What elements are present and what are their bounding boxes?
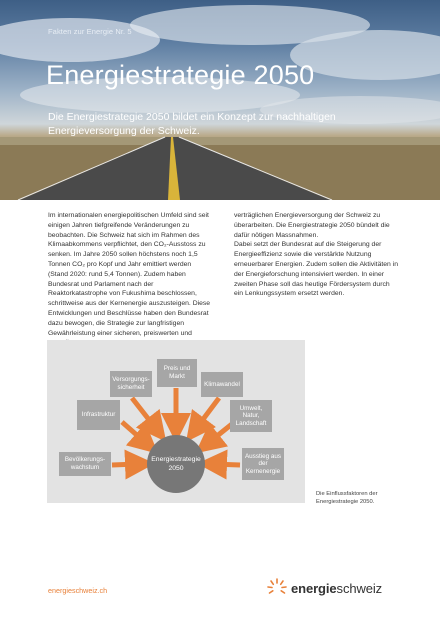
factor-versorgungssicherheit: Versorgungs-sicherheit [110,371,152,397]
energieschweiz-logo [267,578,382,598]
body-text [48,211,398,348]
arrow-umwelt [207,424,232,444]
center-label-line2: 2050 [168,465,184,472]
page-title: Energiestrategie 2050 [46,60,315,90]
diagram-caption: Die Einflussfaktoren der Energiestrategie 2050. [316,491,378,505]
paragraph: Im internationalen energiepolitischen Umfeld sind seit einigen Jahren tiefgreifende Veränderungen zu beobachten. Die Schweiz hat sich im Rahmen des Klimaabkommens verpflichtet, den CO₂-Ausstoss zu senken. Im Jahre 2050 sollen höchstens noch 1,5 Tonnen CO₂ pro Kopf und Jahr emittiert werden (Stand 2020: rund 5,4 Tonnen). Zudem haben Bundesrat und Parlament nach der Reaktorkatastrophe von Fukushima beschlossen, schrittweise aus der Kernenergie auszusteigen. Diese Entwicklungen und Beschlüsse haben den Bundesrat dazu bewogen, die Strategie zur langfristigen Gewährleistung einer sicheren, preiswerten und [48,212,211,337]
factor-bevoelkerungswachstum: Bevölkerungs-wachstum [59,452,111,476]
factor-umwelt-natur-landschaft: Umwelt, Natur, Landschaft [230,400,272,432]
series-label: Fakten zur Energie Nr. 5 [48,27,132,36]
arrow-ausstieg [212,464,240,465]
factor-ausstieg-kernenergie: Ausstieg aus der Kernenergie [242,448,284,480]
arrow-bevoelkerung [112,464,140,465]
factor-infrastruktur: Infrastruktur [77,400,120,430]
footer-url[interactable]: energieschweiz.ch [48,586,108,595]
logo-wordmark [291,581,382,596]
arrow-versorgung [132,398,157,430]
logo-regular: schweiz [336,580,383,596]
factor-preis-und-markt: Preis und Markt [157,359,197,387]
body-column-right [234,211,398,348]
paragraph: verträglichen Energieversorgung der Schweiz zu überarbeiten. Die Energiestrategie 2050 bündelt die dafür nötigen Massnahmen. [234,212,390,239]
page-subtitle: Die Energiestrategie 2050 bildet ein Konzept zur nachhaltigen Energieversorgung der Schweiz. [48,111,336,137]
logo-sunburst-icon [267,578,287,598]
arrow-klima [195,398,219,430]
factor-klimawandel: Klimawandel [201,372,243,397]
body-column-left [48,211,212,348]
arrow-infra [122,422,147,444]
paragraph: Dabei setzt der Bundesrat auf die Steigerung der Energieeffizienz sowie die verstärkte Nutzung erneuerbarer Energien. Zudem sollen die Aktivitäten in der Energieforschung intensiviert werden. In einer zweiten Phase soll das heutige Fördersystem durch ein Lenkungssystem ersetzt werden. [234,241,398,298]
hero-image [0,0,440,200]
center-energiestrategie [147,435,205,493]
center-label-line1: Energiestrategie [151,456,201,463]
influence-diagram [47,340,305,503]
logo-bold: energie [291,580,337,596]
